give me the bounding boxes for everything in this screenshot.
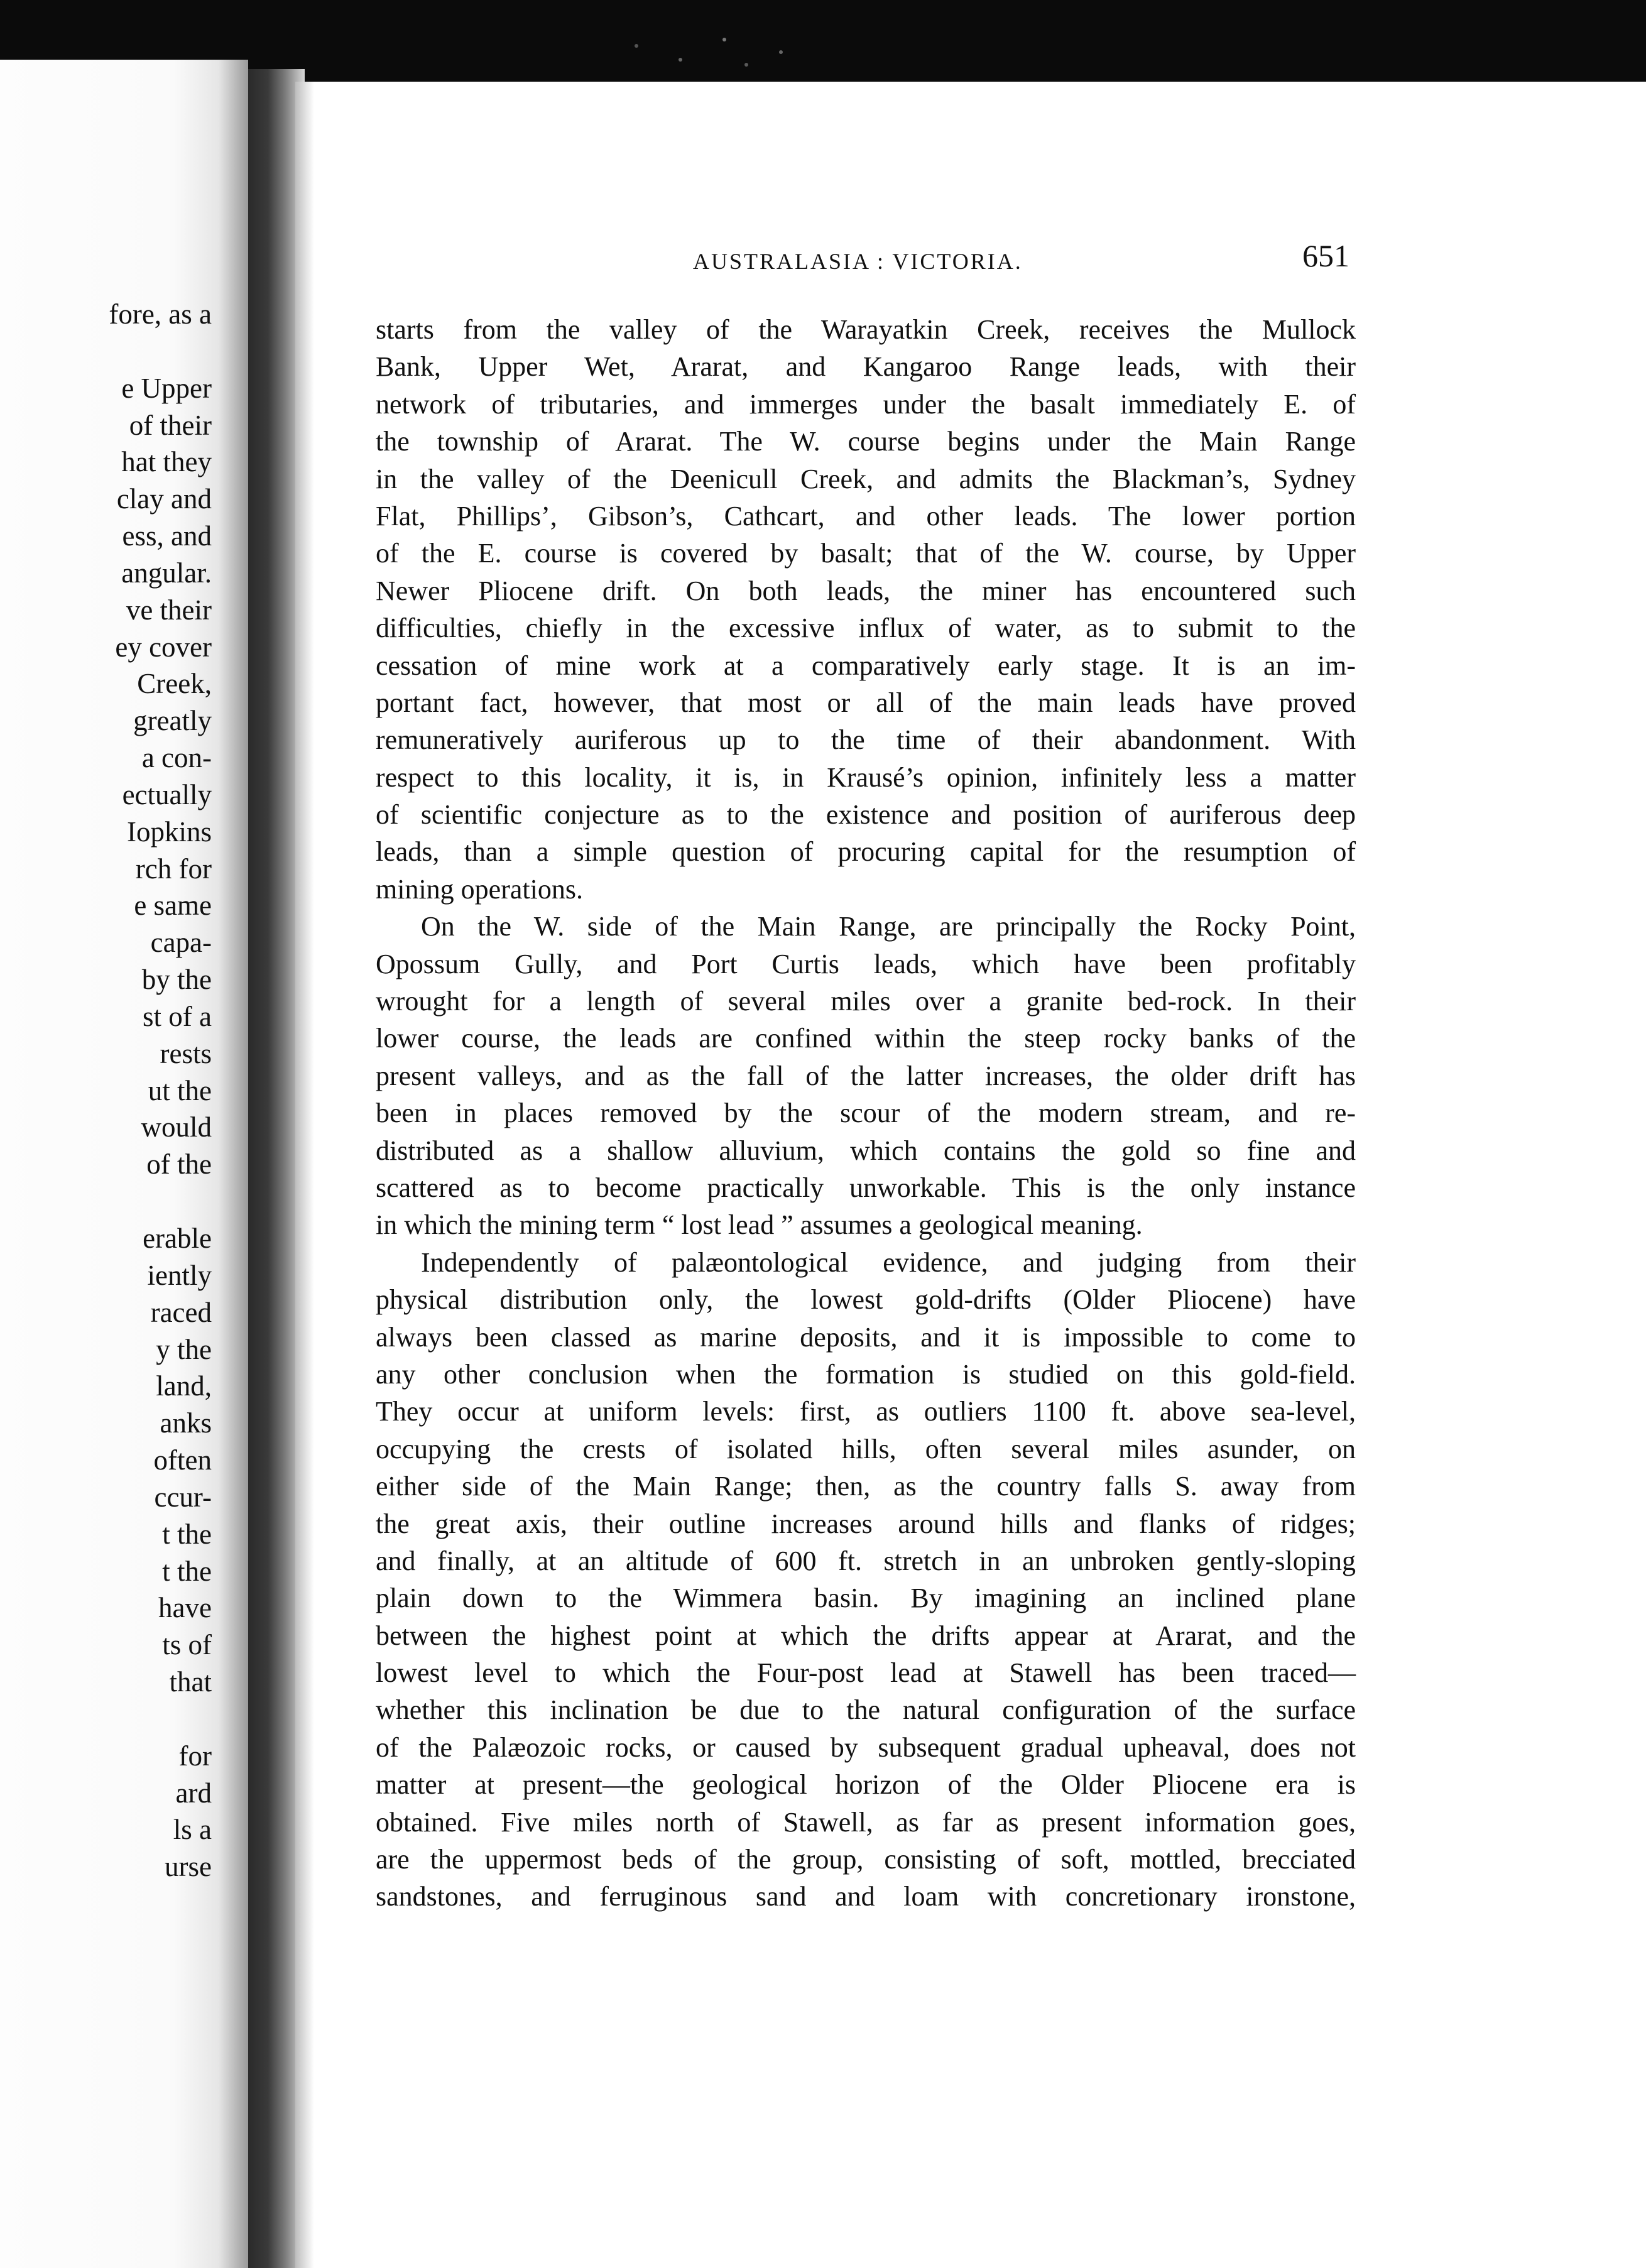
left-page-line: t the xyxy=(162,1518,212,1550)
left-page-line: urse xyxy=(165,1851,212,1882)
text-line: On the W. side of the Main Range, are principally the Rocky Point, xyxy=(421,911,1356,942)
page-number: 651 xyxy=(1302,238,1349,273)
text-line: network of tributaries, and immerges under the basalt immediately E. of xyxy=(376,388,1356,420)
left-page-line: clay and xyxy=(116,483,212,515)
text-line: physical distribution only, the lowest gold-drifts (Older Pliocene) have xyxy=(376,1284,1356,1316)
left-page-line: ts of xyxy=(162,1629,212,1660)
left-page-line: by the xyxy=(141,964,212,995)
text-line: lower course, the leads are confined within the steep rocky banks of the xyxy=(376,1023,1356,1054)
text-line: of the Palæozoic rocks, or caused by subsequent gradual upheaval, does not xyxy=(376,1731,1356,1763)
left-page-line: ectually xyxy=(122,779,212,810)
text-line: whether this inclination be due to the natural configuration of the surface xyxy=(376,1694,1356,1726)
left-page-line: ve their xyxy=(126,594,212,626)
text-line: the township of Ararat. The W. course begins under the Main Range xyxy=(376,426,1356,457)
text-line: always been classed as marine deposits, and it is impossible to come to xyxy=(376,1321,1356,1353)
text-line: in the valley of the Deenicull Creek, and admits the Blackman’s, Sydney xyxy=(376,463,1356,494)
text-line: between the highest point at which the drifts appear at Ararat, and the xyxy=(376,1620,1356,1651)
left-page-line: a con- xyxy=(141,742,212,773)
left-page-line: would xyxy=(141,1111,212,1143)
left-page-line: ey cover xyxy=(115,631,212,663)
left-page-line: that xyxy=(169,1666,212,1698)
left-page-line: land, xyxy=(156,1370,212,1402)
left-page-line: iently xyxy=(147,1260,212,1291)
scan-speck xyxy=(679,58,682,62)
text-line: the great axis, their outline increases around hills and flanks of ridges; xyxy=(376,1508,1356,1539)
text-line: mining operations. xyxy=(376,873,583,905)
left-page-line: ard xyxy=(175,1777,212,1809)
left-page-line: often xyxy=(153,1444,212,1476)
text-line: starts from the valley of the Warayatkin Creek, receives the Mullock xyxy=(376,314,1356,345)
left-page-line: fore, as a xyxy=(109,298,212,330)
text-line: They occur at uniform levels: first, as outliers 1100 ft. above sea-level, xyxy=(376,1396,1356,1427)
text-line: of scientific conjecture as to the existence and position of auriferous deep xyxy=(376,799,1356,831)
scan-speck xyxy=(744,63,748,67)
scan-speck xyxy=(779,50,783,54)
text-line: remuneratively auriferous up to the time of their abandonment. With xyxy=(376,724,1356,756)
text-line: occupying the crests of isolated hills, often several miles asunder, on xyxy=(376,1433,1356,1464)
left-page-line: ccur- xyxy=(154,1481,212,1513)
text-line: lowest level to which the Four-post lead at Stawell has been traced— xyxy=(376,1657,1356,1689)
text-line: cessation of mine work at a comparatively early stage. It is an im- xyxy=(376,650,1356,681)
left-page-line: anks xyxy=(160,1407,212,1439)
left-page-line: erable xyxy=(143,1223,212,1254)
text-line: either side of the Main Range; then, as the country falls S. away from xyxy=(376,1471,1356,1502)
left-page-line: ut the xyxy=(148,1075,212,1106)
left-page-line: have xyxy=(158,1592,212,1623)
text-line: in which the mining term “ lost lead ” assumes a geological meaning. xyxy=(376,1209,1143,1241)
text-line: portant fact, however, that most or all of the main leads have proved xyxy=(376,687,1356,718)
left-page-line: Iopkins xyxy=(127,816,212,848)
text-line: scattered as to become practically unworkable. This is the only instance xyxy=(376,1172,1356,1203)
left-page-line: Creek, xyxy=(137,668,212,699)
left-page-line: raced xyxy=(150,1297,212,1328)
text-line: difficulties, chiefly in the excessive influx of water, as to submit to the xyxy=(376,613,1356,644)
left-page-line: ls a xyxy=(173,1814,212,1845)
left-page-line: y the xyxy=(156,1334,212,1365)
text-line: sandstones, and ferruginous sand and loam with concretionary ironstone, xyxy=(376,1881,1356,1912)
left-page-line: ess, and xyxy=(122,520,212,552)
left-page-line: capa- xyxy=(150,927,212,958)
left-page-line: hat they xyxy=(121,446,212,477)
left-page-line: angular. xyxy=(121,557,212,589)
text-line: wrought for a length of several miles over a granite bed-rock. In their xyxy=(376,986,1356,1017)
left-page-line: greatly xyxy=(133,705,212,736)
text-line: are the uppermost beds of the group, consisting of soft, mottled, brecciated xyxy=(376,1844,1356,1875)
text-line: present valleys, and as the fall of the latter increases, the older drift has xyxy=(376,1060,1356,1091)
text-line: of the E. course is covered by basalt; that of the W. course, by Upper xyxy=(376,538,1356,569)
body-text xyxy=(376,311,1356,1916)
text-line: Bank, Upper Wet, Ararat, and Kangaroo Range leads, with their xyxy=(376,351,1356,383)
left-page-line: st of a xyxy=(143,1001,212,1032)
left-page-line: for xyxy=(178,1740,212,1772)
running-head: AUSTRALASIA : VICTORIA. xyxy=(693,249,1023,274)
left-page-line: e same xyxy=(134,890,212,921)
scan-speck xyxy=(635,44,638,48)
text-line: Flat, Phillips’, Gibson’s, Cathcart, and other leads. The lower portion xyxy=(376,500,1356,532)
text-line: and finally, at an altitude of 600 ft. stretch in an unbroken gently-sloping xyxy=(376,1545,1356,1576)
text-line: any other conclusion when the formation is studied on this gold-field. xyxy=(376,1358,1356,1390)
text-line: Newer Pliocene drift. On both leads, the miner has encountered such xyxy=(376,575,1356,606)
text-line: plain down to the Wimmera basin. By imagining an inclined plane xyxy=(376,1583,1356,1614)
text-line: distributed as a shallow alluvium, which contains the gold so fine and xyxy=(376,1135,1356,1166)
text-line: matter at present—the geological horizon of the Older Pliocene era is xyxy=(376,1769,1356,1801)
text-line: leads, than a simple question of procuring capital for the resumption of xyxy=(376,836,1356,868)
text-line: Opossum Gully, and Port Curtis leads, which have been profitably xyxy=(376,948,1356,979)
left-page-line: of their xyxy=(129,410,212,441)
page-edge-shadow xyxy=(295,82,314,2268)
text-line: respect to this locality, it is, in Krausé’s opinion, infinitely less a matter xyxy=(376,761,1356,793)
text-line: been in places removed by the scour of the modern stream, and re- xyxy=(376,1098,1356,1129)
left-page-line: t the xyxy=(162,1556,212,1587)
scan-speck xyxy=(722,38,726,41)
text-line: obtained. Five miles north of Stawell, as far as present information goes, xyxy=(376,1806,1356,1838)
text-line: Independently of palæontological evidence, and judging from their xyxy=(421,1246,1356,1278)
left-facing-page xyxy=(0,60,248,2268)
left-page-line: rests xyxy=(160,1038,212,1069)
left-page-line: e Upper xyxy=(121,373,212,404)
left-page-line: of the xyxy=(146,1148,212,1180)
left-page-line: rch for xyxy=(135,853,212,885)
